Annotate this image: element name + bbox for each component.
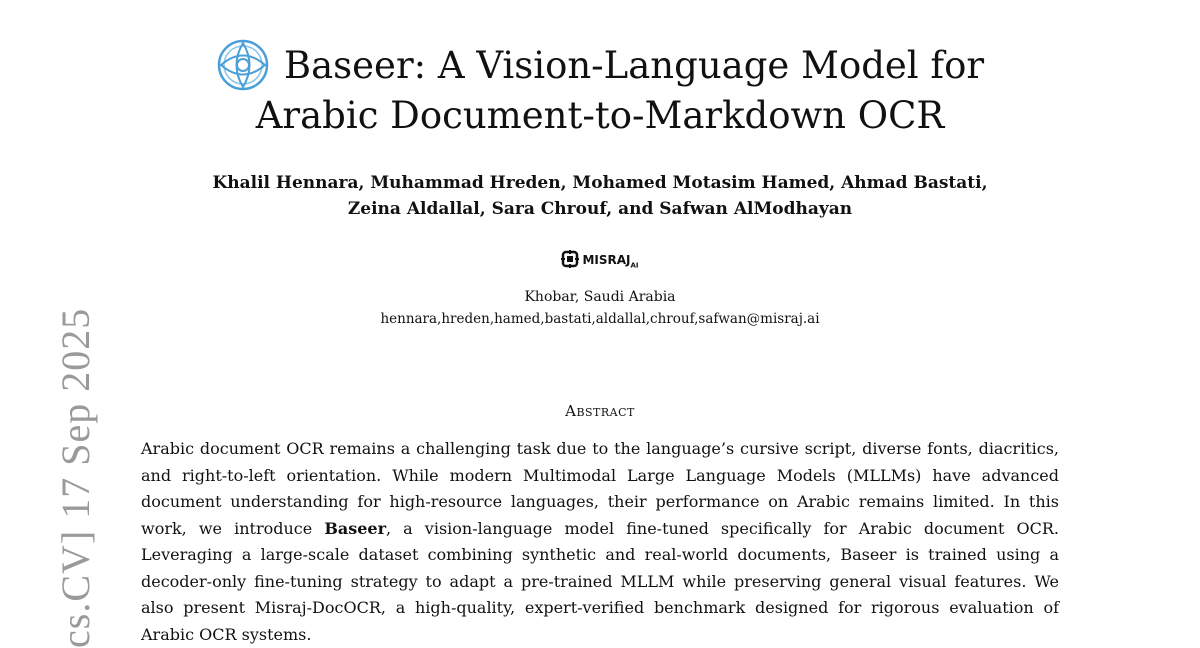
abstract-text-part-1: Arabic document OCR remains a challenging task due to the language’s cursive script, diverse fonts, diacritics, and right-to-left orientation. While modern Multimodal Large Language Models (MLLMs) have advanced document understanding for high-resource languages, their performance on Arabic remains limited. In this work, we introduce xyxy=(141,439,1059,538)
title-text-line-1: Baseer: A Vision-Language Model for xyxy=(283,44,985,87)
author-list xyxy=(140,170,1060,222)
abstract-body xyxy=(141,436,1059,648)
title-line-1 xyxy=(140,38,1060,92)
misraj-logo-icon xyxy=(561,250,579,268)
arxiv-side-label: cs.CV] 17 Sep 2025 xyxy=(53,307,98,648)
author-emails: hennara,hreden,hamed,bastati,aldallal,chrouf,safwan@misraj.ai xyxy=(380,311,820,327)
affiliation-logo xyxy=(0,250,1200,269)
affiliation-logo-suffix: AI xyxy=(630,261,639,270)
paper-title xyxy=(140,38,1060,140)
baseer-eye-logo-icon xyxy=(216,38,270,92)
title-line-2: Arabic Document-to-Markdown OCR xyxy=(255,94,945,137)
affiliation-location: Khobar, Saudi Arabia xyxy=(524,289,676,305)
authors-line-1: Khalil Hennara, Muhammad Hreden, Mohamed Motasim Hamed, Ahmad Bastati, xyxy=(212,173,988,193)
abstract-model-name: Baseer xyxy=(324,518,386,538)
authors-line-2: Zeina Aldallal, Sara Chrouf, and Safwan AlModhayan xyxy=(347,199,853,219)
abstract-heading: Abstract xyxy=(565,402,635,420)
abstract-text-part-2: , a vision-language model fine-tuned specifically for Arabic document OCR. Leveraging a large-scale dataset combining synthetic and real-world documents, Baseer is trained using a decoder-only fine-tuning strategy to adapt a pre-trained MLLM while preserving general visual features. We also present Misraj-DocOCR, a high-quality, expert-verified benchmark designed for rigorous evaluation of Arabic OCR systems. xyxy=(141,518,1059,644)
affiliation-logo-text: MISRAJ xyxy=(582,253,631,267)
